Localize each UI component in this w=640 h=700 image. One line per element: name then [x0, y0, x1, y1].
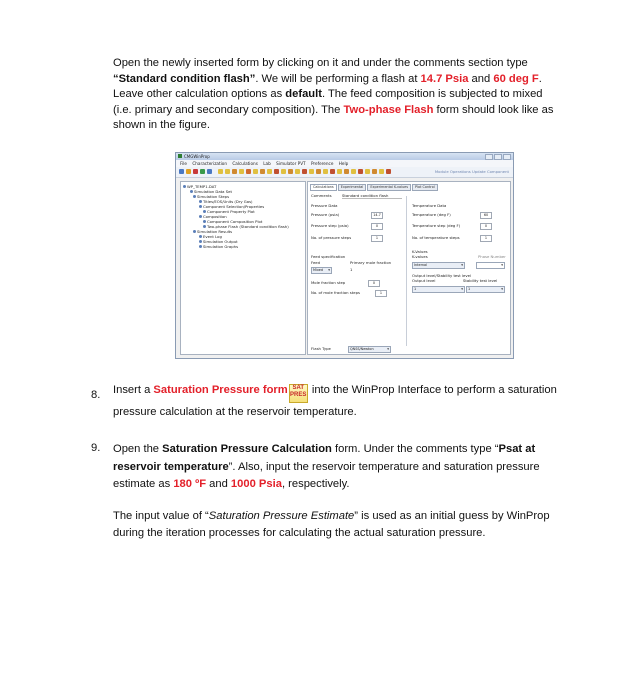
- toolbar-icon: [225, 169, 230, 174]
- kvalues-label: K-values: [412, 254, 428, 259]
- tree-item-label: Two-phase Flash (Standard condition flash): [207, 224, 289, 229]
- tree-node-icon: [193, 195, 196, 198]
- column-divider: [406, 196, 407, 346]
- phase-number-label: Phase Number: [478, 254, 506, 259]
- window-titlebar: [176, 153, 513, 160]
- phase-number-dropdown[interactable]: [476, 262, 505, 269]
- step-9-press: 1000 Psia: [230, 478, 282, 491]
- toolbar-icon: [232, 169, 237, 174]
- tree-node-icon: [203, 220, 206, 223]
- feed-spec-heading: Feed specification: [311, 254, 346, 259]
- toolbar-icon: [309, 169, 314, 174]
- menu-lab: Lab: [263, 161, 271, 166]
- intro-degf: 60 deg F: [493, 72, 539, 85]
- toolbar-right-label: Module Operations Update Component: [434, 169, 509, 174]
- temperature-step-input[interactable]: 0: [480, 223, 492, 230]
- tree-item-label: Titles/EOS/Units (Dry Gas): [203, 199, 253, 204]
- tree-item-label: Event Log: [203, 234, 222, 239]
- step-9-text-d: ”. Also, input the reservoir temperature and saturation pressure: [228, 460, 540, 473]
- intro-line4b: form should look like as: [433, 103, 554, 116]
- kvalues-heading: K-Values: [412, 249, 428, 254]
- temperature-input[interactable]: 60: [480, 212, 492, 219]
- flash-type-label: Flash Type: [311, 346, 331, 351]
- step-9-line-4: [113, 509, 583, 525]
- mole-step-input[interactable]: 0: [368, 280, 380, 287]
- tree-item-label: Component Selection/Properties: [203, 204, 265, 209]
- toolbar-icon: [379, 169, 384, 174]
- tree-node-icon: [199, 205, 202, 208]
- toolbar-icon: [372, 169, 377, 174]
- step-9-text-i: during the iteration processes for calculating the actual saturation pressure.: [113, 527, 486, 540]
- primary-mole-value[interactable]: 1: [350, 267, 353, 272]
- step-9-line-3: [113, 477, 583, 493]
- pressure-steps-input[interactable]: 1: [371, 235, 383, 242]
- form-tabs: [310, 184, 439, 190]
- output-heading: Output level/Stability test level: [412, 273, 471, 278]
- menu-preference: Preference: [310, 161, 334, 166]
- project-tree: [180, 181, 306, 355]
- mole-steps-input[interactable]: 1: [375, 290, 387, 297]
- tree-item-label: Simulation Steps: [197, 194, 230, 199]
- intro-line-4: [113, 103, 573, 119]
- tab-plot-control[interactable]: Plot Control: [412, 184, 438, 191]
- kvalues-dropdown[interactable]: Internal ▾: [412, 262, 465, 269]
- tree-node-icon: [193, 230, 196, 233]
- intro-line5: shown in the figure.: [113, 119, 211, 132]
- winprop-screenshot: [175, 152, 514, 359]
- pressure-step-input[interactable]: 0: [371, 223, 383, 230]
- toolbar-icon: [239, 169, 244, 174]
- step-9-number: 9.: [91, 442, 101, 454]
- mole-step-label: Mole fraction step: [311, 280, 346, 285]
- toolbar-icon: [337, 169, 342, 174]
- tree-item-label: Composition: [203, 214, 227, 219]
- pressure-input[interactable]: 14.7: [371, 212, 383, 219]
- toolbar-icon: [253, 169, 258, 174]
- feed-dropdown[interactable]: Mixed ▾: [311, 267, 332, 274]
- step-9-line-1: [113, 442, 583, 458]
- tree-item-label: Simulation Data Set: [194, 189, 232, 194]
- mole-steps-label: No. of mole fraction steps: [311, 290, 360, 295]
- tree-node-icon: [190, 190, 193, 193]
- step-8-text-b: into the WinProp Interface to perform a saturation: [308, 384, 557, 396]
- intro-line-2: [113, 72, 573, 88]
- step-9-text-b: form. Under the comments type “: [331, 443, 499, 455]
- menu-file: File: [180, 161, 188, 166]
- app-icon: [178, 154, 182, 158]
- toolbar-icon: [386, 169, 391, 174]
- intro-line3a: Leave other calculation options as: [113, 88, 286, 101]
- step-9-line-2: [113, 460, 583, 476]
- menu-characterization: Characterization: [192, 161, 227, 166]
- tree-item-label: WP_TEMP1.DAT: [187, 184, 217, 189]
- step-8-text-c: pressure calculation at the reservoir temperature.: [113, 406, 357, 418]
- pressure-data-heading: Pressure Data: [311, 203, 338, 208]
- step-9-paragraph: [113, 442, 583, 542]
- intro-line4: (i.e. primary and secondary composition). The: [113, 103, 344, 116]
- toolbar-icon: [302, 169, 307, 174]
- intro-line3b: . The feed composition is subjected to mixed: [321, 88, 543, 101]
- menu-simulator-pvt: Simulator PVT: [276, 161, 306, 166]
- temperature-label: Temperature (deg F): [412, 212, 451, 217]
- toolbar-icon: [179, 169, 184, 174]
- tab-calculations[interactable]: Calculations: [310, 184, 337, 191]
- toolbar: [176, 167, 513, 178]
- step-8-number: 8.: [91, 389, 101, 401]
- step-8-line-2: [113, 405, 583, 421]
- tree-node-icon: [199, 215, 202, 218]
- step-9-reservoir: reservoir temperature: [113, 460, 229, 473]
- menu-help: Help: [338, 161, 349, 166]
- step-9-text-e: estimate as: [113, 478, 174, 491]
- tree-item-label: Component Composition Plot: [207, 219, 263, 224]
- tree-node-icon: [183, 185, 186, 188]
- step-8-paragraph: [113, 383, 583, 421]
- toolbar-icon: [323, 169, 328, 174]
- tree-node-icon: [199, 245, 202, 248]
- menu-calculations: Calculations: [232, 161, 258, 166]
- stability-level-dropdown[interactable]: 1 ▾: [466, 286, 505, 293]
- tree-item-label: Simulation Output: [203, 239, 238, 244]
- tree-node-icon: [199, 240, 202, 243]
- toolbar-icon: [267, 169, 272, 174]
- toolbar-icon: [344, 169, 349, 174]
- toolbar-icon: [295, 169, 300, 174]
- intro-line-3: [113, 87, 573, 103]
- temperature-step-label: Temperature step (deg F): [412, 223, 461, 228]
- intro-psia: 14.7 Psia: [420, 72, 469, 85]
- toolbar-icon: [281, 169, 286, 174]
- tab-experimental[interactable]: Experimental: [338, 184, 367, 191]
- toolbar-icon: [274, 169, 279, 174]
- two-phase-flash-form: [307, 181, 511, 355]
- step-8-form-name: Saturation Pressure form: [153, 384, 288, 396]
- toolbar-icon: [365, 169, 370, 174]
- toolbar-icon: [193, 169, 198, 174]
- tree-node-icon: [203, 210, 206, 213]
- step-9-text-h: ” is used as an initial guess by WinProp: [354, 509, 550, 522]
- stability-level-label: Stability test level: [463, 278, 498, 283]
- intro-quote: “Standard condition flash”: [113, 72, 256, 85]
- saturation-pressure-icon: [289, 384, 308, 403]
- step-8-text-a: Insert a: [113, 384, 154, 396]
- toolbar-icon: [316, 169, 321, 174]
- step-8-line-1: [113, 383, 583, 402]
- intro-mid: . We will be performing a flash at: [255, 72, 421, 85]
- step-9-text-a: Open the: [113, 443, 163, 455]
- pressure-steps-label: No. of pressure steps: [311, 235, 352, 240]
- intro-line-5: [113, 118, 573, 134]
- tree-node-icon: [199, 200, 202, 203]
- toolbar-icon: [186, 169, 191, 174]
- step-9-temp: 180 ºF: [173, 478, 207, 491]
- window-title: CMGWinProp: [184, 154, 210, 159]
- tree-item-label: Simulation Graphs: [203, 244, 239, 249]
- step-9-line-5: [113, 526, 583, 542]
- step-9-calc: Saturation Pressure Calculation: [162, 443, 332, 455]
- temperature-steps-input[interactable]: 1: [480, 235, 492, 242]
- intro-and: and: [468, 72, 494, 85]
- tree-item-label: Component Property Plot: [207, 209, 255, 214]
- temperature-steps-label: No. of temperature steps: [412, 235, 460, 240]
- step-9-text-g: The input value of “: [113, 509, 209, 522]
- toolbar-icon: [200, 169, 205, 174]
- feed-label: Feed: [311, 260, 321, 265]
- step-9-text-f: , respectively.: [281, 478, 350, 491]
- pressure-label: Pressure (psia): [311, 212, 340, 217]
- toolbar-icon: [246, 169, 251, 174]
- tree-node-icon: [199, 235, 202, 238]
- step-9-estimate: Saturation Pressure Estimate: [208, 509, 355, 522]
- output-level-dropdown[interactable]: 1 ▾: [412, 286, 465, 293]
- primary-mole-label: Primary mole fraction: [350, 260, 392, 265]
- intro-twophase: Two-phase Flash: [343, 103, 434, 116]
- tab-experimental-kvalues[interactable]: Experimental K-values: [367, 184, 411, 191]
- sat-icon-top-text: SAT: [292, 385, 304, 391]
- output-level-label: Output level: [412, 278, 436, 283]
- intro-period: .: [538, 72, 542, 85]
- toolbar-icon: [260, 169, 265, 174]
- intro-paragraph: [113, 56, 573, 134]
- flash-type-dropdown[interactable]: QNSS/Newton ▾: [348, 346, 391, 353]
- tree-node-icon: [203, 225, 206, 228]
- pressure-step-label: Pressure step (psia): [311, 223, 349, 228]
- toolbar-icon: [351, 169, 356, 174]
- toolbar-icon: [358, 169, 363, 174]
- tree-item: [199, 244, 238, 249]
- comments-input[interactable]: Standard condition flash: [342, 193, 402, 199]
- tree-item-label: Simulation Results: [197, 229, 233, 234]
- toolbar-icon: [288, 169, 293, 174]
- toolbar-icon: [330, 169, 335, 174]
- temperature-data-heading: Temperature Data: [412, 203, 447, 208]
- intro-text-1: Open the newly inserted form by clicking on it and under the comments section type: [113, 57, 528, 69]
- sat-icon-bottom-text: PRES: [290, 391, 307, 398]
- step-9-psat: Psat at: [498, 443, 536, 455]
- intro-line-1: [113, 56, 573, 72]
- toolbar-icon: [218, 169, 223, 174]
- toolbar-icon: [207, 169, 212, 174]
- step-9-and: and: [206, 478, 231, 491]
- comments-label: Comments: [311, 193, 332, 198]
- intro-default: default: [285, 88, 322, 101]
